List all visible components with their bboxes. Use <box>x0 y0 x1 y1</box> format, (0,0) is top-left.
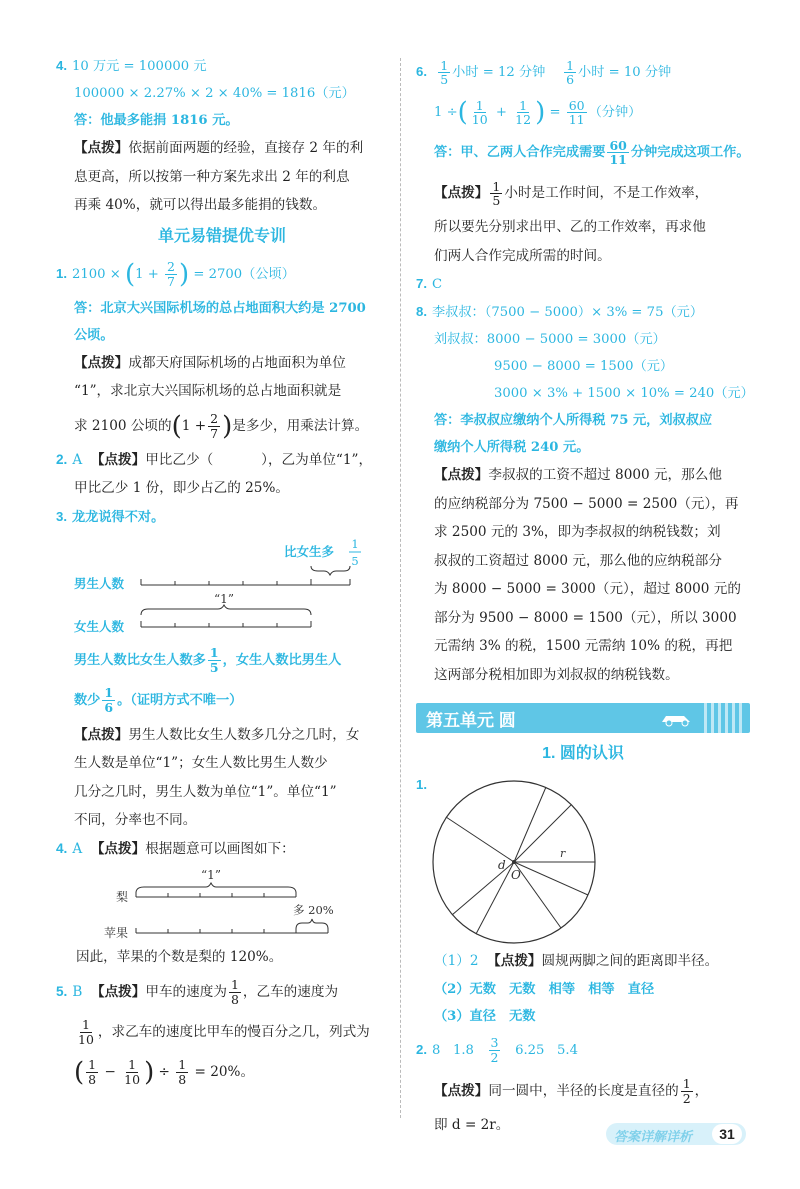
s4-pear-label: 梨 <box>116 890 129 904</box>
s1-answer: 答：北京大兴国际机场的总占地面积大约是 2700 <box>74 300 366 316</box>
lesson-title: 1. 圆的认识 <box>542 745 624 762</box>
s3-conclusion-2: 数少 $\frac{1}{6}$ 。（证明方式不唯一） <box>74 685 243 715</box>
q6-answer: 答：甲、乙两人合作完成需要 $\frac{60}{11}$ 分钟完成这项工作。 <box>434 137 750 167</box>
q6-line1: 6. $\frac{1}{5}$ 小时 = 12 分钟 $\frac{1}{6}$ 小时 = 10 分钟 <box>416 57 672 87</box>
s4-more-label: 多 20% <box>293 903 334 917</box>
q4-answer: 答：他最多能捐 1816 元。 <box>74 113 239 128</box>
s3-tip-3: 几分之几时，男生人数为单位“1”。单位“1” <box>74 783 337 800</box>
q6-line2: 1 ÷( $\frac{1}{10}$ + $\frac{1}{12}$ ) = $\frac{60}{11}$ （分钟） <box>434 97 642 128</box>
banner-stripes <box>704 703 744 733</box>
s3-diagram <box>56 531 388 641</box>
q7-line: 7. C <box>416 276 443 292</box>
q8-tip: 【点拨】李叔叔的工资不超过 8000 元，那么他 <box>434 467 722 483</box>
s3-tip-2: 生人数是单位“1”；女生人数比男生人数少 <box>74 755 328 771</box>
unit-banner <box>416 703 750 733</box>
left-column <box>56 52 388 1092</box>
car-icon <box>658 708 698 728</box>
s2-line1: 2. A 【点拨】甲比乙少（ ），乙为单位“1”， <box>56 451 373 468</box>
label-d: d <box>498 858 506 872</box>
s1-tip-3: 求 2100 公顷的(1 + $\frac{2}{7}$ )是多少，用乘法计算。 <box>74 411 369 441</box>
s4-pear-bar <box>136 892 296 897</box>
q8-tip-4: 叔叔的工资超过 8000 元，那么他的应纳税部分 <box>434 552 722 569</box>
right-column <box>416 52 754 1139</box>
s5-line2: $\frac{1}{10}$ ，求乙车的速度比甲车的慢百分之几，列式为 <box>78 1017 370 1047</box>
q8-tip-2: 的应纳税部分为 7500 − 5000 = 2500（元），再 <box>434 495 739 512</box>
s3-more-num: 1 <box>351 536 359 551</box>
q4-line1: 4. 10 万元 = 100000 元 <box>56 58 207 74</box>
q4-tip: 【点拨】依据前面两题的经验，直接存 2 年的利 <box>74 140 364 156</box>
q8-line2: 刘叔叔：8000 − 5000 = 3000（元） <box>434 332 666 347</box>
circle-diagram <box>416 777 750 947</box>
s1-tip: 【点拨】成都天府国际机场的占地面积为单位 <box>74 354 346 371</box>
s2-line2: 甲比乙少 1 份，即少占乙的 25%。 <box>74 480 289 496</box>
q6-tip-2: 所以要先分别求出甲、乙的工作效率，再求他 <box>434 219 706 235</box>
q8-tip-7: 元需纳 3% 的税，1500 元需纳 10% 的税，再把 <box>434 638 733 654</box>
q6-tip: 【点拨】 $\frac{1}{5}$ 小时是工作时间，不是工作效率， <box>434 178 709 208</box>
s4-one-label: “1” <box>201 868 221 882</box>
q8-tip-3: 求 2500 元的 3%，即为李叔叔的纳税钱数；刘 <box>434 524 721 540</box>
label-o: O <box>511 868 521 882</box>
s5-line1: 5. B 【点拨】甲车的速度为 $\frac{1}{8}$ ，乙车的速度为 <box>56 977 339 1007</box>
s3-girls-bar <box>141 621 311 627</box>
section-title: 单元易错提优专训 <box>157 227 286 245</box>
s4-line2: 因此，苹果的个数是梨的 120%。 <box>76 949 283 965</box>
c1-part2: （2）无数 无数 相等 相等 直径 <box>434 981 655 997</box>
c1-part1: （1）2 【点拨】圆规两脚之间的距离即半径。 <box>434 953 719 969</box>
s3-tip-4: 不同，分率也不同。 <box>74 812 197 828</box>
q8-line4: 3000 × 3% + 1500 × 10% = 240（元） <box>494 386 754 401</box>
q8-tip-5: 为 8000 − 5000 = 3000（元），超过 8000 元的 <box>434 581 741 597</box>
s4-line1: 4. A 【点拨】根据题意可以画图如下： <box>56 840 295 857</box>
q8-tip-8: 这两部分税相加即为刘叔叔的纳税钱数。 <box>434 666 679 683</box>
s5-line3: ( $\frac{1}{8}$ − $\frac{1}{10}$ ) ÷ $\frac{1}{8}$ = 20%。 <box>74 1057 255 1087</box>
s3-tip: 【点拨】男生人数比女生人数多几分之几时，女 <box>74 726 360 743</box>
s3-conclusion-1: 男生人数比女生人数多 $\frac{1}{5}$ ，女生人数比男生人 <box>74 645 342 675</box>
s3-boys-bar <box>141 579 350 585</box>
c1-num: 1. <box>416 777 427 792</box>
c2-tip-2: 即 d = 2r。 <box>434 1116 510 1133</box>
footer-tag <box>606 1123 746 1145</box>
s3-boys-label: 男生人数 <box>74 575 125 591</box>
s3-more-label: 比女生多 <box>284 543 335 559</box>
q8-line1: 8. 李叔叔：（7500 − 5000）× 3% = 75（元） <box>416 304 704 320</box>
unit-title: 第五单元 圆 <box>426 711 516 730</box>
c2-line1: 2. 8 1.8 $\frac{3}{2}$ 6.25 5.4 <box>416 1035 578 1065</box>
footer-label: 答案详解详析 <box>614 1129 693 1144</box>
c2-tip: 【点拨】同一圆中，半径的长度是直径的 $\frac{1}{2}$ ， <box>434 1076 709 1106</box>
c1-part3: （3）直径 无数 <box>434 1008 536 1024</box>
s4-apple-label: 苹果 <box>104 926 129 940</box>
page-number: 31 <box>712 1124 742 1144</box>
q4-tip-3: 再乘 40%，就可以得出最多能捐的钱数。 <box>74 197 327 213</box>
s3-one-label: “1” <box>214 591 234 606</box>
q8-line3: 9500 − 8000 = 1500（元） <box>494 359 674 374</box>
s1-formula: 1. 2100 × (1 + $\frac{2}{7}$ ) = 2700（公顷） <box>56 259 295 289</box>
q4-tip-2: 息更高，所以按第一种方案先求出 2 年的利息 <box>74 168 350 185</box>
s1-tip-2: “1”，求北京大兴国际机场的总占地面积就是 <box>74 383 342 399</box>
s3-girls-label: 女生人数 <box>74 618 125 634</box>
column-divider <box>400 58 401 1118</box>
s3-more-den: 5 <box>351 553 359 568</box>
s4-apple-bar <box>136 928 328 933</box>
s1-answer-2: 公顷。 <box>74 327 114 343</box>
s3-line1: 3. 龙龙说得不对。 <box>56 508 165 525</box>
q8-answer: 答：李叔叔应缴纳个人所得税 75 元，刘叔叔应 <box>434 413 713 428</box>
q8-answer-2: 缴纳个人所得税 240 元。 <box>434 440 590 455</box>
q8-tip-6: 部分为 9500 − 8000 = 1500（元），所以 3000 <box>434 609 737 626</box>
s4-diagram <box>56 863 388 943</box>
label-r: r <box>560 847 566 860</box>
q4-line2: 100000 × 2.27% × 2 × 40% = 1816（元） <box>74 86 355 101</box>
q6-tip-3: 们两人合作完成所需的时间。 <box>434 247 611 264</box>
